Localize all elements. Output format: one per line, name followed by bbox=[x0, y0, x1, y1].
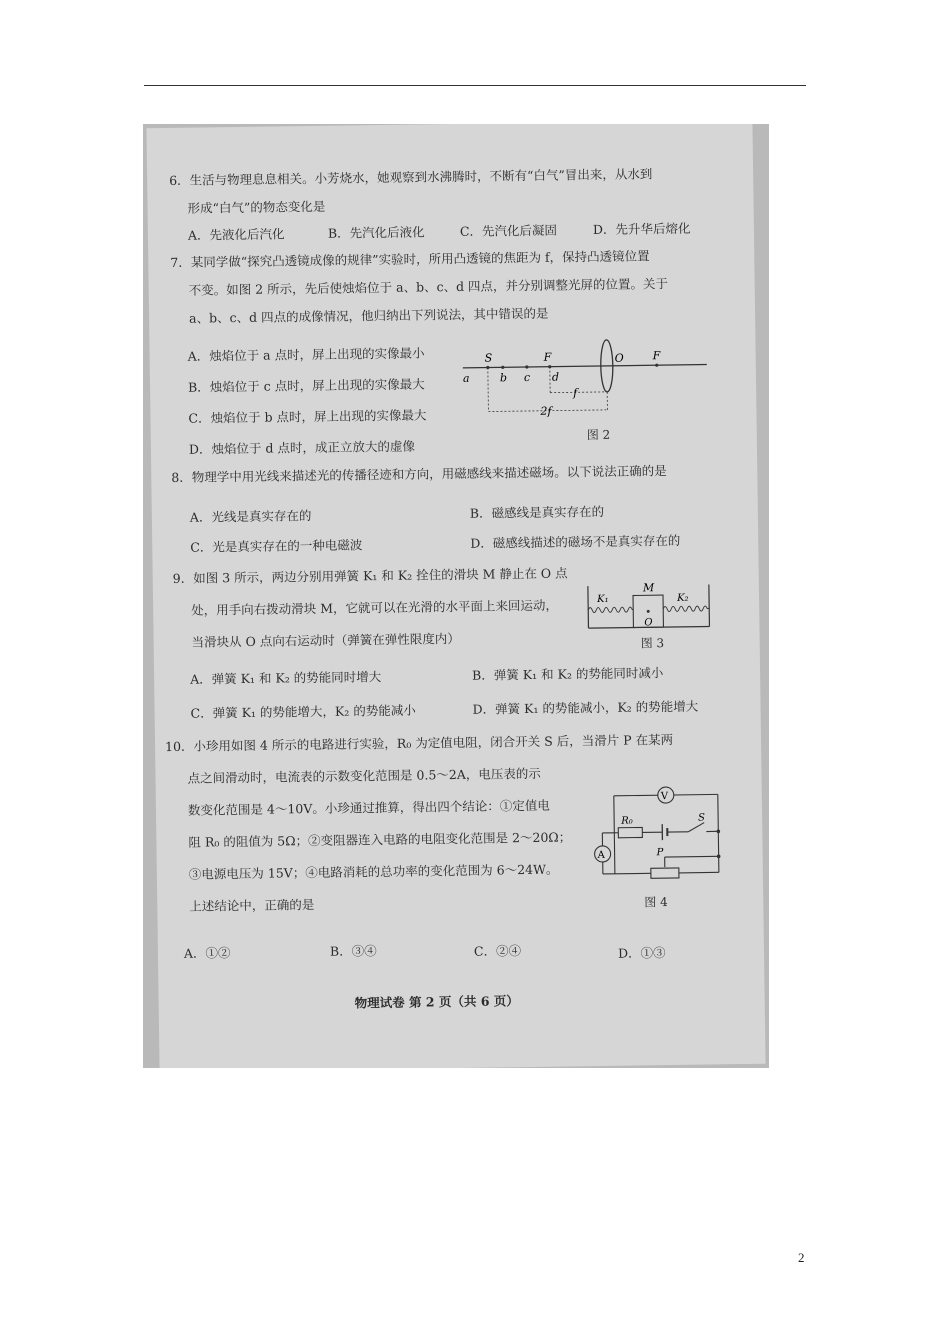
fig2-label-s: S bbox=[484, 351, 493, 365]
fig4-voltmeter-label: V bbox=[660, 791, 669, 803]
q10-line2: 点之间滑动时，电流表的示数变化范围是 0.5～2A，电压表的示 bbox=[187, 765, 541, 786]
q10-option-c: C．②④ bbox=[473, 943, 522, 959]
header-rule bbox=[144, 85, 806, 86]
fig3-label-o: O bbox=[644, 617, 653, 629]
figure-2-lens-diagram bbox=[454, 328, 716, 442]
page-footer: 物理试卷 第 2 页（共 6 页） bbox=[354, 993, 519, 1011]
q7-line3: a、b、c、d 四点的成像情况，他归纳出下列说法，其中错误的是 bbox=[188, 305, 549, 326]
q7-line1: 7．某同学做“探究凸透镜成像的规律”实验时，所用凸透镜的焦距为 f，保持凸透镜位置 bbox=[170, 248, 650, 270]
fig2-label-c: c bbox=[523, 370, 531, 385]
q6-option-c: C．先汽化后凝固 bbox=[459, 222, 558, 239]
fig4-switch-label: S bbox=[698, 812, 706, 824]
fig2-label-f-left: F bbox=[543, 350, 552, 364]
q10-option-d: D．①③ bbox=[617, 945, 666, 961]
q8-line1: 8．物理学中用光线来描述光的传播径迹和方向，用磁感线来描述磁场。以下说法正确的是 bbox=[171, 463, 667, 485]
figure-2-caption: 图 2 bbox=[586, 427, 611, 443]
q6-line2: 形成“白气”的物态变化是 bbox=[187, 198, 326, 216]
q8-option-d: D．磁感线描述的磁场不是真实存在的 bbox=[470, 532, 681, 551]
q10-line6: 上述结论中，正确的是 bbox=[189, 897, 315, 914]
fig3-label-m: M bbox=[642, 581, 655, 595]
q7-line2: 不变。如图 2 所示，先后使烛焰位于 a、b、c、d 四点，并分别调整光屏的位置。关于 bbox=[188, 276, 669, 298]
figure-3-caption: 图 3 bbox=[640, 636, 665, 651]
q8-option-b: B．磁感线是真实存在的 bbox=[469, 503, 605, 521]
page-number: 2 bbox=[798, 1250, 805, 1265]
fig2-label-f: f bbox=[573, 386, 578, 400]
q8-option-a: A．光线是真实存在的 bbox=[189, 508, 312, 525]
fig4-slider-label: P bbox=[656, 847, 664, 859]
q6-option-b: B．先汽化后液化 bbox=[327, 224, 425, 241]
q6-option-d: D．先升华后熔化 bbox=[592, 220, 691, 238]
q8-option-c: C．光是真实存在的一种电磁波 bbox=[190, 537, 363, 555]
fig2-label-d: d bbox=[551, 370, 560, 384]
fig4-r0-label: R₀ bbox=[621, 815, 633, 827]
q7-option-c: C．烛焰位于 b 点时，屏上出现的实像最大 bbox=[188, 407, 427, 426]
fig2-label-o: O bbox=[614, 351, 624, 365]
fig4-ammeter-label: A bbox=[597, 849, 605, 862]
fig2-label-2f: 2f bbox=[540, 404, 552, 418]
q10-option-b: B．③④ bbox=[329, 943, 377, 959]
q9-option-c: C．弹簧 K₁ 的势能增大，K₂ 的势能减小 bbox=[190, 702, 416, 721]
q7-option-d: D．烛焰位于 d 点时，成正立放大的虚像 bbox=[188, 438, 415, 457]
q6-line1: 6．生活与物理息息相关。小芳烧水，她观察到水沸腾时，不断有“白气”冒出来，从水到 bbox=[169, 166, 653, 188]
q9-line1: 9．如图 3 所示，两边分别用弹簧 K₁ 和 K₂ 拴住的滑块 M 静止在 O 点 bbox=[172, 565, 568, 586]
q7-option-b: B．烛焰位于 c 点时，屏上出现的实像最大 bbox=[187, 376, 425, 395]
q10-line1: 10．小珍用如图 4 所示的电路进行实验，R₀ 为定值电阻，闭合开关 S 后，当滑片 P 在某两 bbox=[164, 731, 674, 755]
figure-3-spring-diagram bbox=[585, 578, 714, 632]
q10-line5: ③电源电压为 15V；④电路消耗的总功率的变化范围为 6～24W。 bbox=[188, 861, 559, 882]
q10-line3: 数变化范围是 4～10V。小珍通过推算，得出四个结论：①定值电 bbox=[187, 797, 550, 818]
exam-sheet bbox=[146, 124, 765, 1068]
q6-option-a: A．先液化后汽化 bbox=[187, 226, 285, 243]
fig3-label-k2: K₂ bbox=[676, 592, 689, 604]
fig2-label-a: a bbox=[462, 371, 470, 385]
q9-line2: 处，用手向右拨动滑块 M，它就可以在光滑的水平面上来回运动， bbox=[191, 597, 559, 618]
q9-option-a: A．弹簧 K₁ 和 K₂ 的势能同时增大 bbox=[190, 669, 382, 687]
exam-photo bbox=[143, 124, 769, 1068]
fig2-label-b: b bbox=[499, 371, 508, 385]
figure-4-circuit-diagram bbox=[588, 780, 726, 892]
q9-option-d: D．弹簧 K₁ 的势能减小，K₂ 的势能增大 bbox=[472, 698, 699, 717]
q7-option-a: A．烛焰位于 a 点时，屏上出现的实像最小 bbox=[187, 345, 425, 364]
q10-option-a: A．①② bbox=[183, 945, 231, 961]
figure-4-caption: 图 4 bbox=[644, 895, 668, 910]
fig2-label-f-right: F bbox=[652, 349, 661, 363]
q9-line3: 当滑块从 O 点向右运动时（弹簧在弹性限度内） bbox=[191, 630, 460, 650]
q10-line4: 阻 R₀ 的阻值为 5Ω；②变阻器连入电路的电阻变化范围是 2～20Ω； bbox=[188, 829, 572, 850]
fig3-label-k1: K₁ bbox=[596, 593, 609, 606]
q9-option-b: B．弹簧 K₁ 和 K₂ 的势能同时减小 bbox=[472, 665, 664, 683]
